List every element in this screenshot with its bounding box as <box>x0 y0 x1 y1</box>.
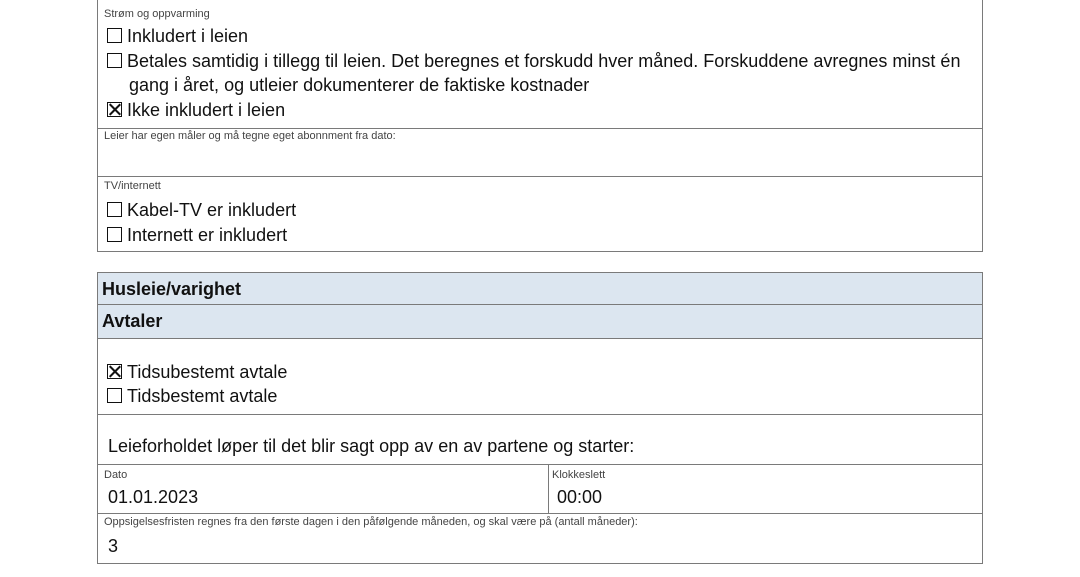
avtale-option-tidsbestemt[interactable]: Tidsbestemt avtale <box>107 384 277 408</box>
statement-section <box>97 414 983 465</box>
checkbox-tidsbestemt[interactable] <box>107 388 122 403</box>
strom-option-ikke-inkludert[interactable]: Ikke inkludert i leien <box>107 98 285 122</box>
tv-option-kabel[interactable]: Kabel-TV er inkludert <box>107 198 296 222</box>
date-time-divider <box>548 465 549 513</box>
notice-section <box>97 513 983 564</box>
checkbox-betales[interactable] <box>107 53 122 68</box>
strom-section <box>97 0 983 129</box>
checkbox-internett[interactable] <box>107 227 122 242</box>
avtale-option-tidsubestemt[interactable]: Tidsubestemt avtale <box>107 360 287 384</box>
checkbox-tidsubestemt[interactable] <box>107 364 122 379</box>
time-field[interactable]: 00:00 <box>557 487 603 507</box>
tv-option-internett[interactable]: Internett er inkludert <box>107 223 287 247</box>
tv-section <box>97 176 983 252</box>
husleie-header: Husleie/varighet <box>97 272 983 305</box>
avtaler-subheader: Avtaler <box>97 305 983 339</box>
time-label: Klokkeslett <box>552 469 606 481</box>
notice-label: Oppsigelsesfristen regnes fra den første dagen i den påfølgende måneden, og skal være på (antall måneder): <box>104 516 638 528</box>
tv-label: TV/internett <box>104 180 161 192</box>
maler-section[interactable] <box>97 127 983 177</box>
date-time-section <box>97 464 983 514</box>
avtaler-section <box>97 339 983 415</box>
strom-option-betales[interactable]: Betales samtidig i tillegg til leien. Det beregnes et forskudd hver måned. Forskuddene avregnes minst én gang i året, og utleier dokumenterer de faktiske kostnader <box>107 49 989 97</box>
checkbox-kabel-tv[interactable] <box>107 202 122 217</box>
notice-months-field[interactable]: 3 <box>108 536 119 556</box>
date-field[interactable]: 01.01.2023 <box>108 487 199 507</box>
checkbox-ikke-inkludert[interactable] <box>107 102 122 117</box>
checkbox-inkludert[interactable] <box>107 28 122 43</box>
lease-start-statement: Leieforholdet løper til det blir sagt opp av en av partene og starter: <box>108 436 635 456</box>
strom-option-inkludert[interactable]: Inkludert i leien <box>107 24 248 48</box>
date-label: Dato <box>104 469 128 481</box>
maler-label: Leier har egen måler og må tegne eget abonnment fra dato: <box>104 130 396 142</box>
strom-label: Strøm og oppvarming <box>104 8 210 20</box>
